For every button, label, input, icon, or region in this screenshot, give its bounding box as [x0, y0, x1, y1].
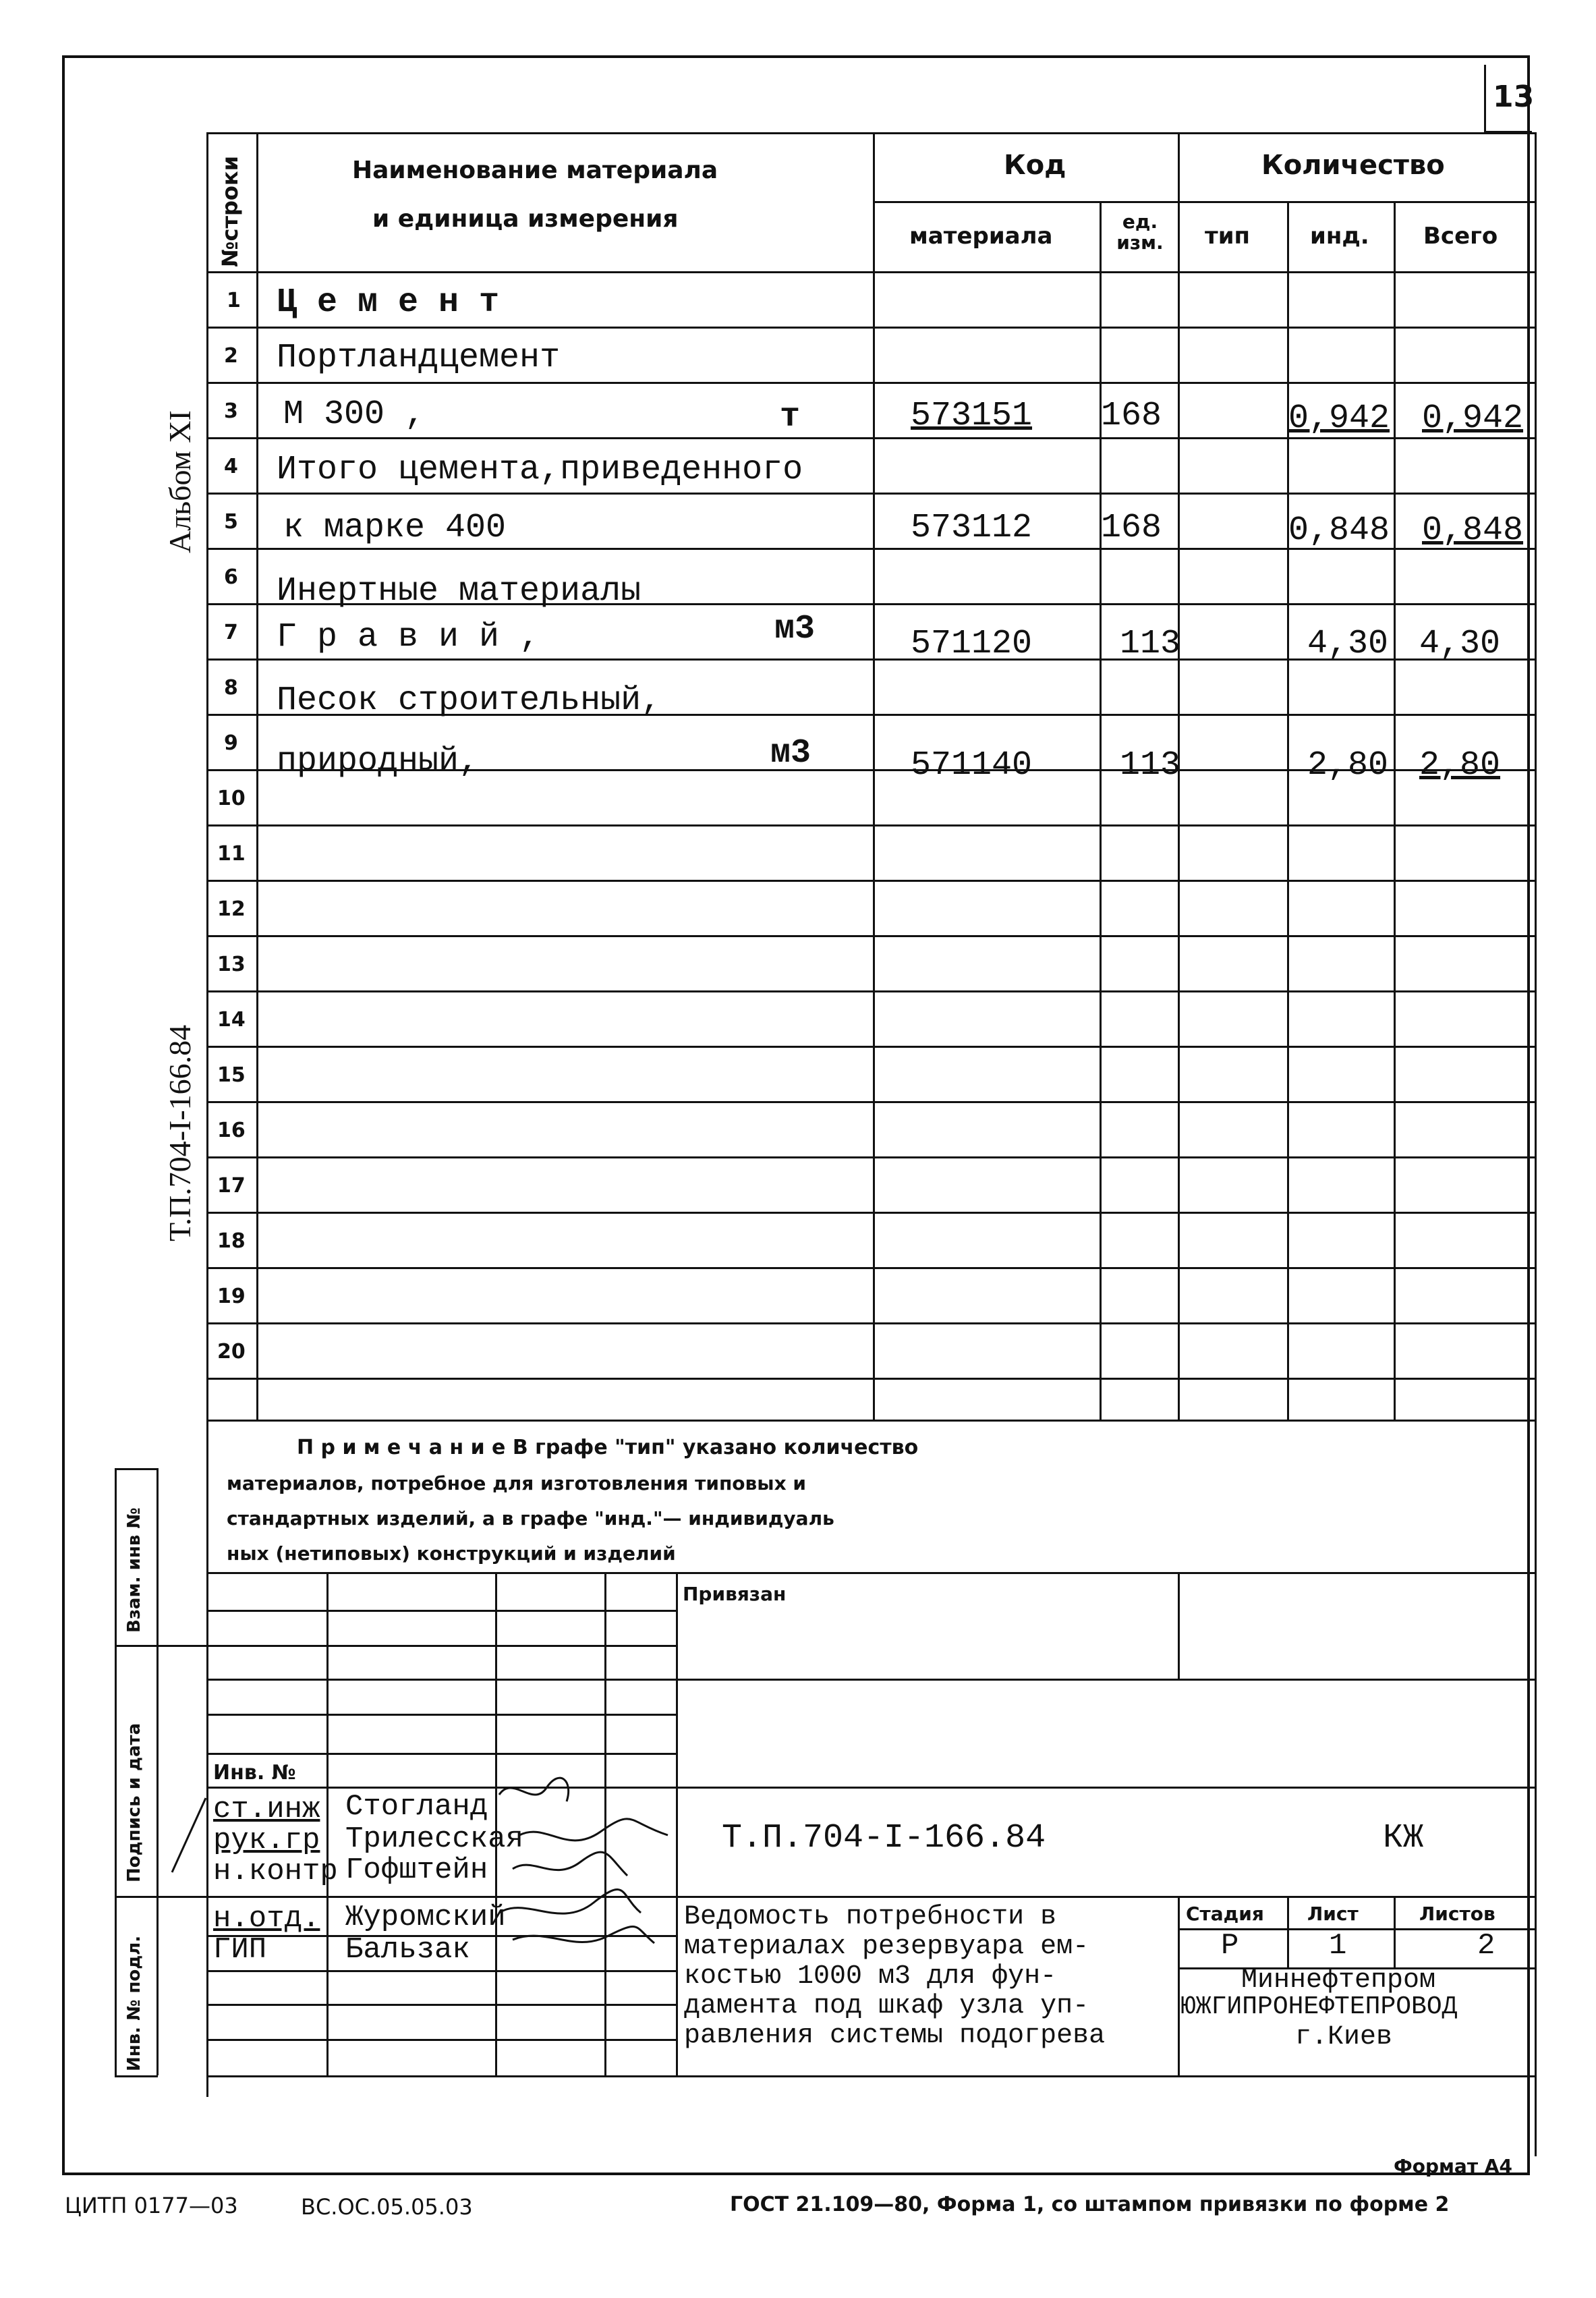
qty-total: 4,30 — [1419, 625, 1501, 663]
row-number: 1 — [227, 289, 241, 312]
stage-value: Р — [1221, 1929, 1239, 1963]
unit-code: 113 — [1120, 625, 1181, 663]
side-stamp-vzam: Взам. инв № — [124, 1507, 144, 1633]
row-number: 18 — [217, 1229, 246, 1253]
person-name: Гофштейн — [345, 1853, 488, 1887]
side-stamp-inv-podl: Инв. № подл. — [124, 1935, 144, 2071]
stamp-title-line: костью 1000 м3 для фун- — [684, 1961, 1057, 1992]
material-code: 571140 — [911, 746, 1033, 785]
stage-label: Стадия — [1186, 1903, 1264, 1925]
note-line-2: материалов, потребное для изготовления типовых и — [227, 1472, 806, 1494]
row-number: 14 — [217, 1008, 246, 1032]
header-row-no: №строки — [217, 155, 243, 267]
note-line-4: ных (нетиповых) конструкций и изделий — [227, 1542, 676, 1565]
person-role: рук.гр — [213, 1824, 320, 1857]
unit-code: 168 — [1101, 397, 1162, 435]
header-code-material: материала — [909, 223, 1053, 250]
row-number: 13 — [217, 953, 246, 976]
header-qty-type: тип — [1205, 223, 1251, 250]
qty-total: 2,80 — [1419, 746, 1501, 785]
stamp-mark: КЖ — [1383, 1819, 1424, 1857]
row-number: 10 — [217, 787, 246, 810]
person-name: Стогланд — [345, 1790, 488, 1824]
unit-code: 168 — [1101, 509, 1162, 547]
stamp-title-line: равления системы подогрева — [684, 2021, 1106, 2051]
material-name: к марке 400 — [283, 509, 507, 547]
footer-middle: ВС.ОС.05.05.03 — [301, 2194, 473, 2220]
row-number: 2 — [224, 344, 238, 368]
sheet-value: 1 — [1329, 1929, 1347, 1963]
person-role: н.отд. — [213, 1902, 320, 1936]
org-institute: ЮЖГИПРОНЕФТЕПРОВОД — [1180, 1992, 1458, 2021]
row-number: 8 — [224, 676, 238, 700]
header-code-unit: ед. изм. — [1116, 211, 1164, 254]
material-code: 573112 — [911, 509, 1033, 547]
material-name: Г р а в и й , — [277, 618, 540, 656]
stamp-title-line: дамента под шкаф узла уп- — [684, 1991, 1089, 2021]
page-number: 13 — [1493, 80, 1535, 114]
qty-ind: 0,848 — [1288, 511, 1390, 550]
unit-label: м3 — [770, 734, 811, 773]
inv-no-label: Инв. № — [213, 1761, 296, 1785]
sheet-label: Лист — [1307, 1903, 1359, 1925]
row-number: 11 — [217, 842, 246, 866]
qty-ind: 0,942 — [1288, 399, 1390, 438]
qty-total: 0,942 — [1422, 399, 1524, 438]
qty-total: 0,848 — [1422, 511, 1524, 550]
sheets-value: 2 — [1477, 1929, 1495, 1963]
material-name: Ц е м е н т — [277, 283, 500, 322]
material-name: Инертные материалы — [277, 572, 642, 611]
unit-code: 113 — [1120, 746, 1181, 785]
material-name: природный, — [277, 742, 480, 781]
material-name: М 300 , — [283, 395, 426, 434]
header-name-line1: Наименование материала — [352, 157, 718, 184]
row-number: 17 — [217, 1174, 246, 1198]
header-quantity: Количество — [1261, 150, 1445, 181]
row-number: 4 — [224, 455, 238, 478]
footer-right: ГОСТ 21.109—80, Форма 1, со штампом привязки по форме 2 — [730, 2193, 1450, 2216]
row-number: 16 — [217, 1119, 246, 1142]
person-role: ГИП — [213, 1933, 267, 1967]
material-code: 573151 — [911, 397, 1033, 435]
row-number: 3 — [224, 399, 238, 423]
person-name: Трилесская — [345, 1822, 524, 1856]
person-name: Журомский — [345, 1901, 506, 1934]
unit-label: т — [780, 398, 801, 437]
row-number: 7 — [224, 621, 238, 644]
person-role: н.контр — [213, 1855, 338, 1888]
org-ministry: Миннефтепром — [1241, 1965, 1436, 1996]
footer-left: ЦИТП 0177—03 — [65, 2193, 238, 2218]
qty-ind: 4,30 — [1307, 625, 1389, 663]
signature-scribbles — [472, 1768, 688, 1957]
format-label: Формат А4 — [1394, 2155, 1512, 2177]
side-stamp-podpis: Подпись и дата — [124, 1722, 144, 1882]
row-number: 20 — [217, 1340, 246, 1364]
stamp-title-line: материалах резервуара ем- — [684, 1932, 1089, 1962]
stamp-doc-code: Т.П.704-I-166.84 — [722, 1819, 1046, 1857]
side-doc-code: Т.П.704-I-166.84 — [163, 1024, 197, 1241]
row-number: 5 — [224, 510, 238, 534]
row-number: 12 — [217, 897, 246, 921]
sheets-label: Листов — [1419, 1903, 1495, 1925]
diagonal-mark — [169, 1795, 209, 1876]
person-name: Бальзак — [345, 1933, 470, 1967]
material-name: Итого цемента,приведенного — [277, 451, 803, 489]
note-line-3: стандартных изделий, а в графе "инд."— индивидуаль — [227, 1507, 834, 1530]
material-name: Портландцемент — [277, 339, 561, 377]
privyazan-label: Привязан — [683, 1583, 787, 1605]
qty-ind: 2,80 — [1307, 746, 1389, 785]
material-code: 571120 — [911, 625, 1033, 663]
row-number: 19 — [217, 1285, 246, 1308]
stamp-title-line: Ведомость потребности в — [684, 1902, 1057, 1932]
header-code: Код — [1004, 150, 1066, 181]
header-qty-ind: инд. — [1310, 223, 1369, 250]
material-name: Песок строительный, — [277, 681, 662, 720]
row-number: 6 — [224, 565, 238, 589]
unit-label: м3 — [774, 610, 816, 648]
person-role: ст.инж — [213, 1793, 320, 1826]
row-number: 15 — [217, 1063, 246, 1087]
org-city: г.Киев — [1295, 2022, 1393, 2052]
row-number: 9 — [224, 731, 238, 755]
header-qty-total: Всего — [1423, 223, 1498, 250]
header-name-line2: и единица измерения — [372, 205, 679, 233]
album-label: Альбом XI — [163, 410, 197, 553]
note-line-1: П р и м е ч а н и е В графе "тип" указано количество — [297, 1436, 919, 1459]
